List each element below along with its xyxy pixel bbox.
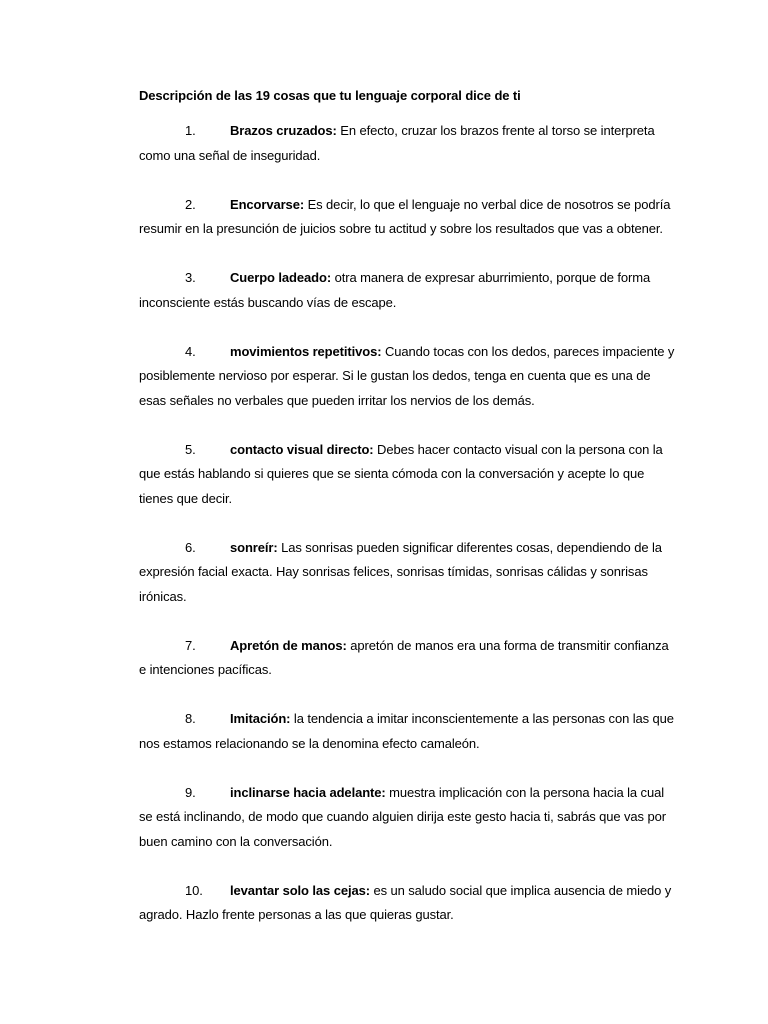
item-number: 5. <box>185 441 196 457</box>
item-text: es un saludo social que implica ausencia de miedo y agrado. Hazlo frente personas a las que quieras gustar. <box>139 882 672 922</box>
item-number: 4. <box>185 343 196 359</box>
item-number: 10. <box>185 882 203 898</box>
list-item <box>139 536 678 610</box>
list-item <box>139 438 678 512</box>
list-item <box>139 340 678 414</box>
list-item <box>139 781 678 855</box>
item-number: 7. <box>185 637 196 653</box>
list-item <box>139 707 678 756</box>
item-number: 2. <box>185 196 196 212</box>
item-term: inclinarse hacia adelante: <box>230 784 386 800</box>
item-term: levantar solo las cejas: <box>230 882 370 898</box>
list-item <box>139 879 678 928</box>
item-number: 6. <box>185 539 196 555</box>
item-term: Imitación: <box>230 711 291 726</box>
item-term: contacto visual directo: <box>230 441 374 457</box>
item-number: 1. <box>185 123 196 138</box>
item-text: muestra implicación con la persona hacia la cual se está inclinando, de modo que cuando alguien dirija este gesto hacia ti, sabrás que vas por buen camino con la conversación. <box>139 784 666 849</box>
item-text: otra manera de expresar aburrimiento, porque de forma inconsciente estás buscando vías de escape. <box>139 270 651 310</box>
item-text: apretón de manos era una forma de transmitir confianza e intenciones pacíficas. <box>139 637 669 677</box>
item-term: Encorvarse: <box>230 196 305 212</box>
item-number: 8. <box>185 711 196 726</box>
list-item <box>139 266 678 315</box>
item-text: Es decir, lo que el lenguaje no verbal dice de nosotros se podría resumir en la presunción de juicios sobre tu actitud y sobre los resultados que vas a obtener. <box>139 196 671 236</box>
item-text: Debes hacer contacto visual con la persona con la que estás hablando si quieres que se sienta cómoda con la conversación y acepte lo que tienes que decir. <box>139 441 663 506</box>
list-item <box>139 193 678 242</box>
item-text: la tendencia a imitar inconscientemente a las personas con las que nos estamos relacionando se la denomina efecto camaleón. <box>139 711 674 751</box>
item-number: 9. <box>185 784 196 800</box>
item-term: Apretón de manos: <box>230 637 347 653</box>
list-item <box>139 119 678 168</box>
item-term: Brazos cruzados: <box>230 123 337 138</box>
item-term: movimientos repetitivos: <box>230 343 382 359</box>
item-text: Las sonrisas pueden significar diferentes cosas, dependiendo de la expresión facial exacta. Hay sonrisas felices, sonrisas tímidas, sonrisas cálidas y sonrisas irónicas. <box>139 539 662 604</box>
item-term: Cuerpo ladeado: <box>230 270 332 285</box>
item-term: sonreír: <box>230 539 278 555</box>
document-title: Descripción de las 19 cosas que tu lenguaje corporal dice de ti <box>139 88 521 103</box>
item-text: Cuando tocas con los dedos, pareces impaciente y posiblemente nervioso por esperar. Si le gustan los dedos, tenga en cuenta que es una de esas señales no verbales que pueden irritar los nervios de los demás. <box>139 343 675 408</box>
item-text: En efecto, cruzar los brazos frente al torso se interpreta como una señal de inseguridad. <box>139 123 655 163</box>
list-item <box>139 634 678 683</box>
item-number: 3. <box>185 270 196 285</box>
